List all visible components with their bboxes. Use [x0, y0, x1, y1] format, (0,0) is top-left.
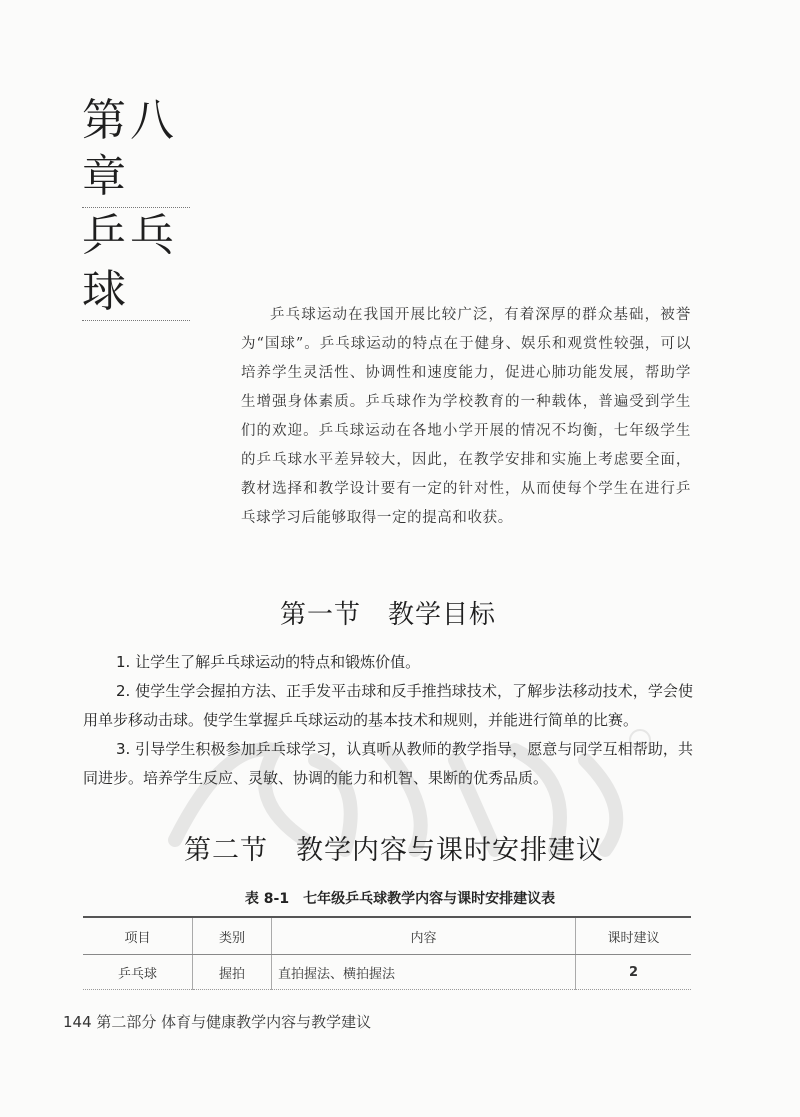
table-header-row	[83, 917, 691, 955]
table-cell-content: 直拍握法、横拍握法	[271, 955, 575, 990]
column-header: 课时建议	[575, 917, 691, 955]
section-1-title: 第一节 教学目标	[279, 600, 496, 630]
teaching-plan-table	[83, 916, 691, 990]
column-header: 类别	[192, 917, 271, 955]
table-caption: 表 8-1 七年级乒乓球教学内容与课时安排建议表	[244, 891, 556, 907]
chapter-number: 第八章	[82, 93, 190, 208]
chapter-title: 乒乓球	[82, 208, 190, 321]
objective-item: 2. 使学生学会握拍方法、正手发平击球和反手推挡球技术，了解步法移动技术，学会使用单步移动击球。使学生掌握乒乓球运动的基本技术和规则，并能进行简单的比赛。	[83, 682, 693, 729]
table-cell-item: 乒乓球	[83, 955, 192, 990]
table-cell-hours: 2	[575, 955, 691, 990]
page-footer: 144 第二部分 体育与健康教学内容与教学建议	[63, 1013, 372, 1031]
column-header: 项目	[83, 917, 192, 955]
table-row	[83, 955, 691, 990]
section-2-title: 第二节 教学内容与课时安排建议	[184, 835, 604, 866]
objective-item: 3. 引导学生积极参加乒乓球学习，认真听从教师的教学指导，愿意与同学互相帮助，共同进步。培养学生反应、灵敏、协调的能力和机智、果断的优秀品质。	[83, 740, 693, 787]
column-header: 内容	[271, 917, 575, 955]
chapter-intro: 乒乓球运动在我国开展比较广泛，有着深厚的群众基础，被誉为“国球”。乒乓球运动的特点在于健身、娱乐和观赏性较强，可以培养学生灵活性、协调性和速度能力，促进心肺功能发展，帮助学生增强身体素质。乒乓球作为学校教育的一种载体，普遍受到学生们的欢迎。乒乓球运动在各地小学开展的情况不均衡，七年级学生的乒乓球水平差异较大，因此，在教学安排和实施上考虑要全面，教材选择和教学设计要有一定的针对性，从而使每个学生在进行乒乓球学习后能够取得一定的提高和收获。	[241, 307, 691, 526]
chapter-heading	[82, 93, 190, 321]
table-cell-category: 握拍	[192, 955, 271, 990]
objective-item: 1. 让学生了解乒乓球运动的特点和锻炼价值。	[116, 653, 421, 671]
